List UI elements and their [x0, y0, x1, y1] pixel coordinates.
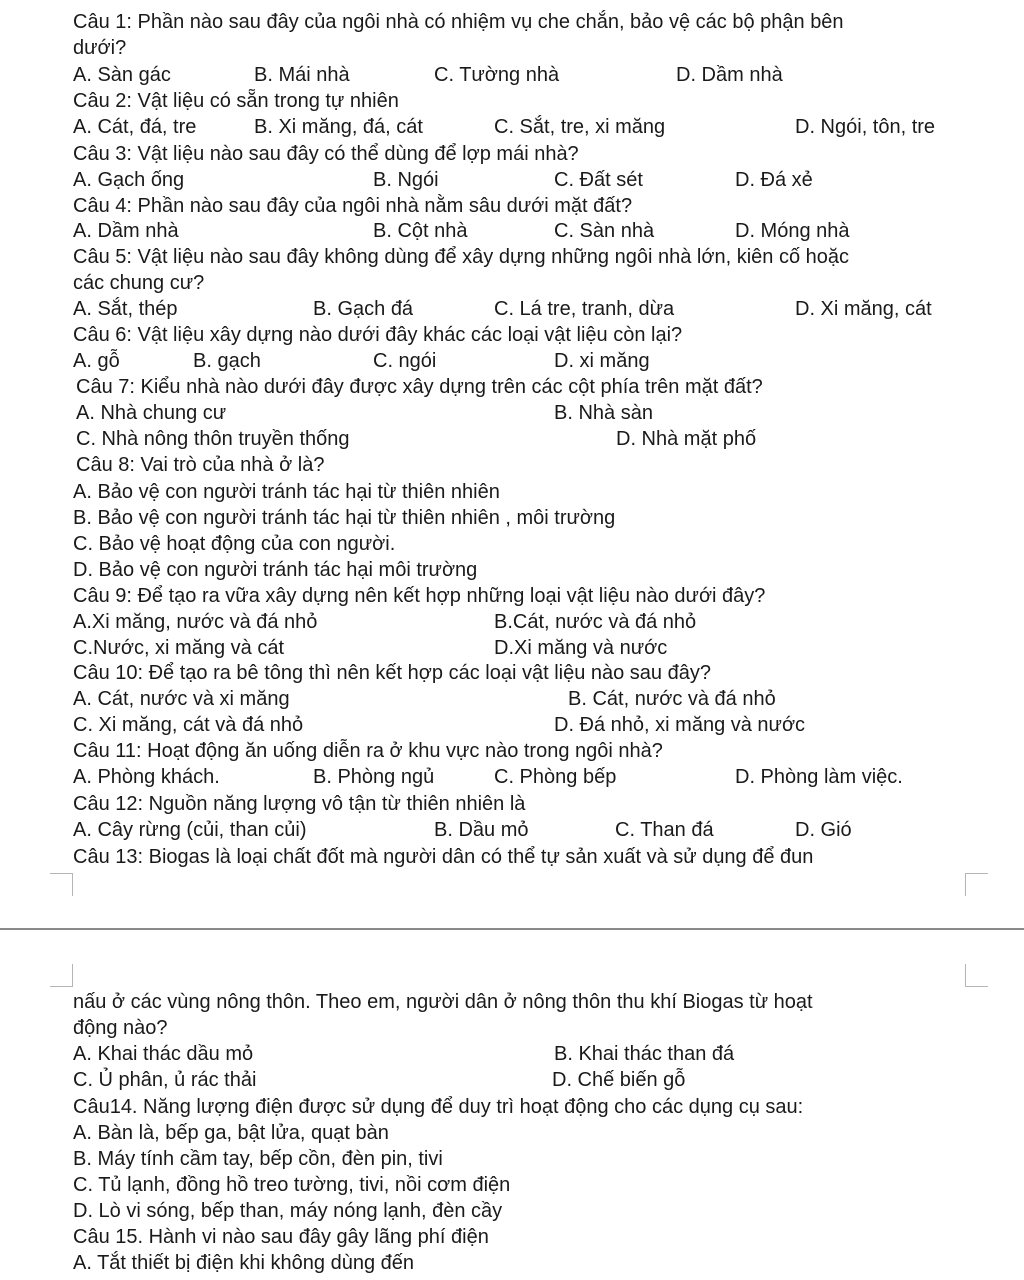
question-text: nấu ở các vùng nông thôn. Theo em, người dân ở nông thôn thu khí Biogas từ hoạt: [73, 991, 813, 1013]
options-row: [0, 114, 1024, 140]
option-c: C. Bảo vệ hoạt động của con người.: [73, 533, 396, 555]
options-row: [0, 400, 1024, 426]
option-d: D. xi măng: [554, 350, 650, 372]
option-a: A. Cây rừng (củi, than củi): [73, 819, 307, 841]
option-d: D. Lò vi sóng, bếp than, máy nóng lạnh, đèn cầy: [73, 1200, 503, 1222]
option-a: A. Khai thác dầu mỏ: [73, 1043, 254, 1065]
option-a: A. Bảo vệ con người tránh tác hại từ thiên nhiên: [73, 481, 500, 503]
options-row: [0, 167, 1024, 193]
question-text: Câu 10: Để tạo ra bê tông thì nên kết hợp các loại vật liệu nào sau đây?: [73, 662, 711, 684]
option-b: B. Gạch đá: [313, 298, 414, 320]
option-c: C. Phòng bếp: [494, 766, 617, 788]
question-text: Câu 13: Biogas là loại chất đốt mà người dân có thể tự sản xuất và sử dụng để đun: [73, 846, 814, 868]
options-row: [0, 296, 1024, 322]
option-d: D. Ngói, tôn, tre: [795, 116, 936, 138]
option-d: D.Xi măng và nước: [494, 637, 668, 659]
option-d: D. Phòng làm việc.: [735, 766, 903, 788]
option-b: B. Cát, nước và đá nhỏ: [568, 688, 776, 710]
option-a: A. gỗ: [73, 350, 120, 372]
option-d: D. Móng nhà: [735, 220, 850, 242]
page-corner-mark: [50, 873, 73, 896]
option-c: C. Tủ lạnh, đồng hồ treo tường, tivi, nồi cơm điện: [73, 1174, 511, 1196]
option-c: C. Tường nhà: [434, 64, 560, 86]
option-d: D. Chế biến gỗ: [552, 1069, 686, 1091]
document-page-2: [0, 930, 1024, 1280]
options-row: [0, 609, 1024, 635]
option-a: A. Phòng khách.: [73, 766, 220, 788]
question-text: Câu 5: Vật liệu nào sau đây không dùng để xây dựng những ngôi nhà lớn, kiên cố hoặc: [73, 246, 849, 268]
question-text: Câu 9: Để tạo ra vữa xây dựng nên kết hợp những loại vật liệu nào dưới đây?: [73, 585, 766, 607]
option-b: B. gạch: [193, 350, 261, 372]
option-c: C. Lá tre, tranh, dừa: [494, 298, 675, 320]
option-b: B. Ngói: [373, 169, 439, 191]
options-row: [0, 426, 1024, 452]
options-row: [0, 686, 1024, 712]
question-text: Câu 2: Vật liệu có sẵn trong tự nhiên: [73, 90, 399, 112]
option-b: B. Mái nhà: [254, 64, 350, 86]
option-a: A. Dầm nhà: [73, 220, 179, 242]
option-c: C. ngói: [373, 350, 437, 372]
question-text: Câu 4: Phần nào sau đây của ngôi nhà nằm sâu dưới mặt đất?: [73, 195, 633, 217]
option-d: D. Xi măng, cát: [795, 298, 932, 320]
option-b: B. Bảo vệ con người tránh tác hại từ thiên nhiên , môi trường: [73, 507, 616, 529]
option-b: B. Xi măng, đá, cát: [254, 116, 423, 138]
option-d: D. Đá nhỏ, xi măng và nước: [554, 714, 806, 736]
question-text: Câu 12: Nguồn năng lượng vô tận từ thiên nhiên là: [73, 793, 526, 815]
option-d: D. Đá xẻ: [735, 169, 813, 191]
option-a: A. Sắt, thép: [73, 298, 178, 320]
option-c: C. Than đá: [615, 819, 714, 841]
option-d: D. Gió: [795, 819, 852, 841]
option-a: A. Cát, đá, tre: [73, 116, 197, 138]
option-c: C. Nhà nông thôn truyền thống: [76, 428, 350, 450]
question-text: Câu 3: Vật liệu nào sau đây có thể dùng để lợp mái nhà?: [73, 143, 579, 165]
option-b: B. Nhà sàn: [554, 402, 653, 424]
options-row: [0, 817, 1024, 843]
question-text: các chung cư?: [73, 272, 205, 294]
question-text: Câu 15. Hành vi nào sau đây gây lãng phí điện: [73, 1226, 489, 1248]
option-c: C. Đất sét: [554, 169, 643, 191]
option-b: B. Cột nhà: [373, 220, 468, 242]
options-row: [0, 712, 1024, 738]
question-text: dưới?: [73, 37, 127, 59]
options-row: [0, 1041, 1024, 1067]
question-text: Câu 1: Phần nào sau đây của ngôi nhà có nhiệm vụ che chắn, bảo vệ các bộ phận bên: [73, 11, 844, 33]
option-a: A. Sàn gác: [73, 64, 171, 86]
option-d: D. Nhà mặt phố: [616, 428, 757, 450]
option-c: C.Nước, xi măng và cát: [73, 637, 285, 659]
option-a: A. Tắt thiết bị điện khi không dùng đến: [73, 1252, 414, 1274]
option-c: C. Sàn nhà: [554, 220, 655, 242]
options-row: [0, 218, 1024, 244]
question-text: Câu 8: Vai trò của nhà ở là?: [76, 454, 325, 476]
page-corner-mark: [965, 873, 988, 896]
options-row: [0, 635, 1024, 661]
option-a: A. Gạch ống: [73, 169, 185, 191]
question-text: Câu 7: Kiểu nhà nào dưới đây được xây dựng trên các cột phía trên mặt đất?: [76, 376, 763, 398]
question-text: Câu14. Năng lượng điện được sử dụng để duy trì hoạt động cho các dụng cụ sau:: [73, 1096, 804, 1118]
page-corner-mark: [50, 964, 73, 987]
option-b: B. Khai thác than đá: [554, 1043, 735, 1065]
options-row: [0, 348, 1024, 374]
option-a: A. Nhà chung cư: [76, 402, 227, 424]
option-c: C. Sắt, tre, xi măng: [494, 116, 666, 138]
option-b: B.Cát, nước và đá nhỏ: [494, 611, 697, 633]
option-c: C. Xi măng, cát và đá nhỏ: [73, 714, 304, 736]
option-b: B. Máy tính cầm tay, bếp cồn, đèn pin, tivi: [73, 1148, 443, 1170]
option-a: A. Bàn là, bếp ga, bật lửa, quạt bàn: [73, 1122, 389, 1144]
option-a: A.Xi măng, nước và đá nhỏ: [73, 611, 318, 633]
question-text: Câu 6: Vật liệu xây dựng nào dưới đây khác các loại vật liệu còn lại?: [73, 324, 683, 346]
option-a: A. Cát, nước và xi măng: [73, 688, 290, 710]
option-d: D. Bảo vệ con người tránh tác hại môi trường: [73, 559, 478, 581]
option-d: D. Dầm nhà: [676, 64, 783, 86]
options-row: [0, 1067, 1024, 1093]
question-text: động nào?: [73, 1017, 168, 1039]
options-row: [0, 62, 1024, 88]
option-b: B. Phòng ngủ: [313, 766, 435, 788]
page-corner-mark: [965, 964, 988, 987]
options-row: [0, 764, 1024, 790]
option-c: C. Ủ phân, ủ rác thải: [73, 1069, 257, 1091]
option-b: B. Dầu mỏ: [434, 819, 529, 841]
question-text: Câu 11: Hoạt động ăn uống diễn ra ở khu vực nào trong ngôi nhà?: [73, 740, 663, 762]
